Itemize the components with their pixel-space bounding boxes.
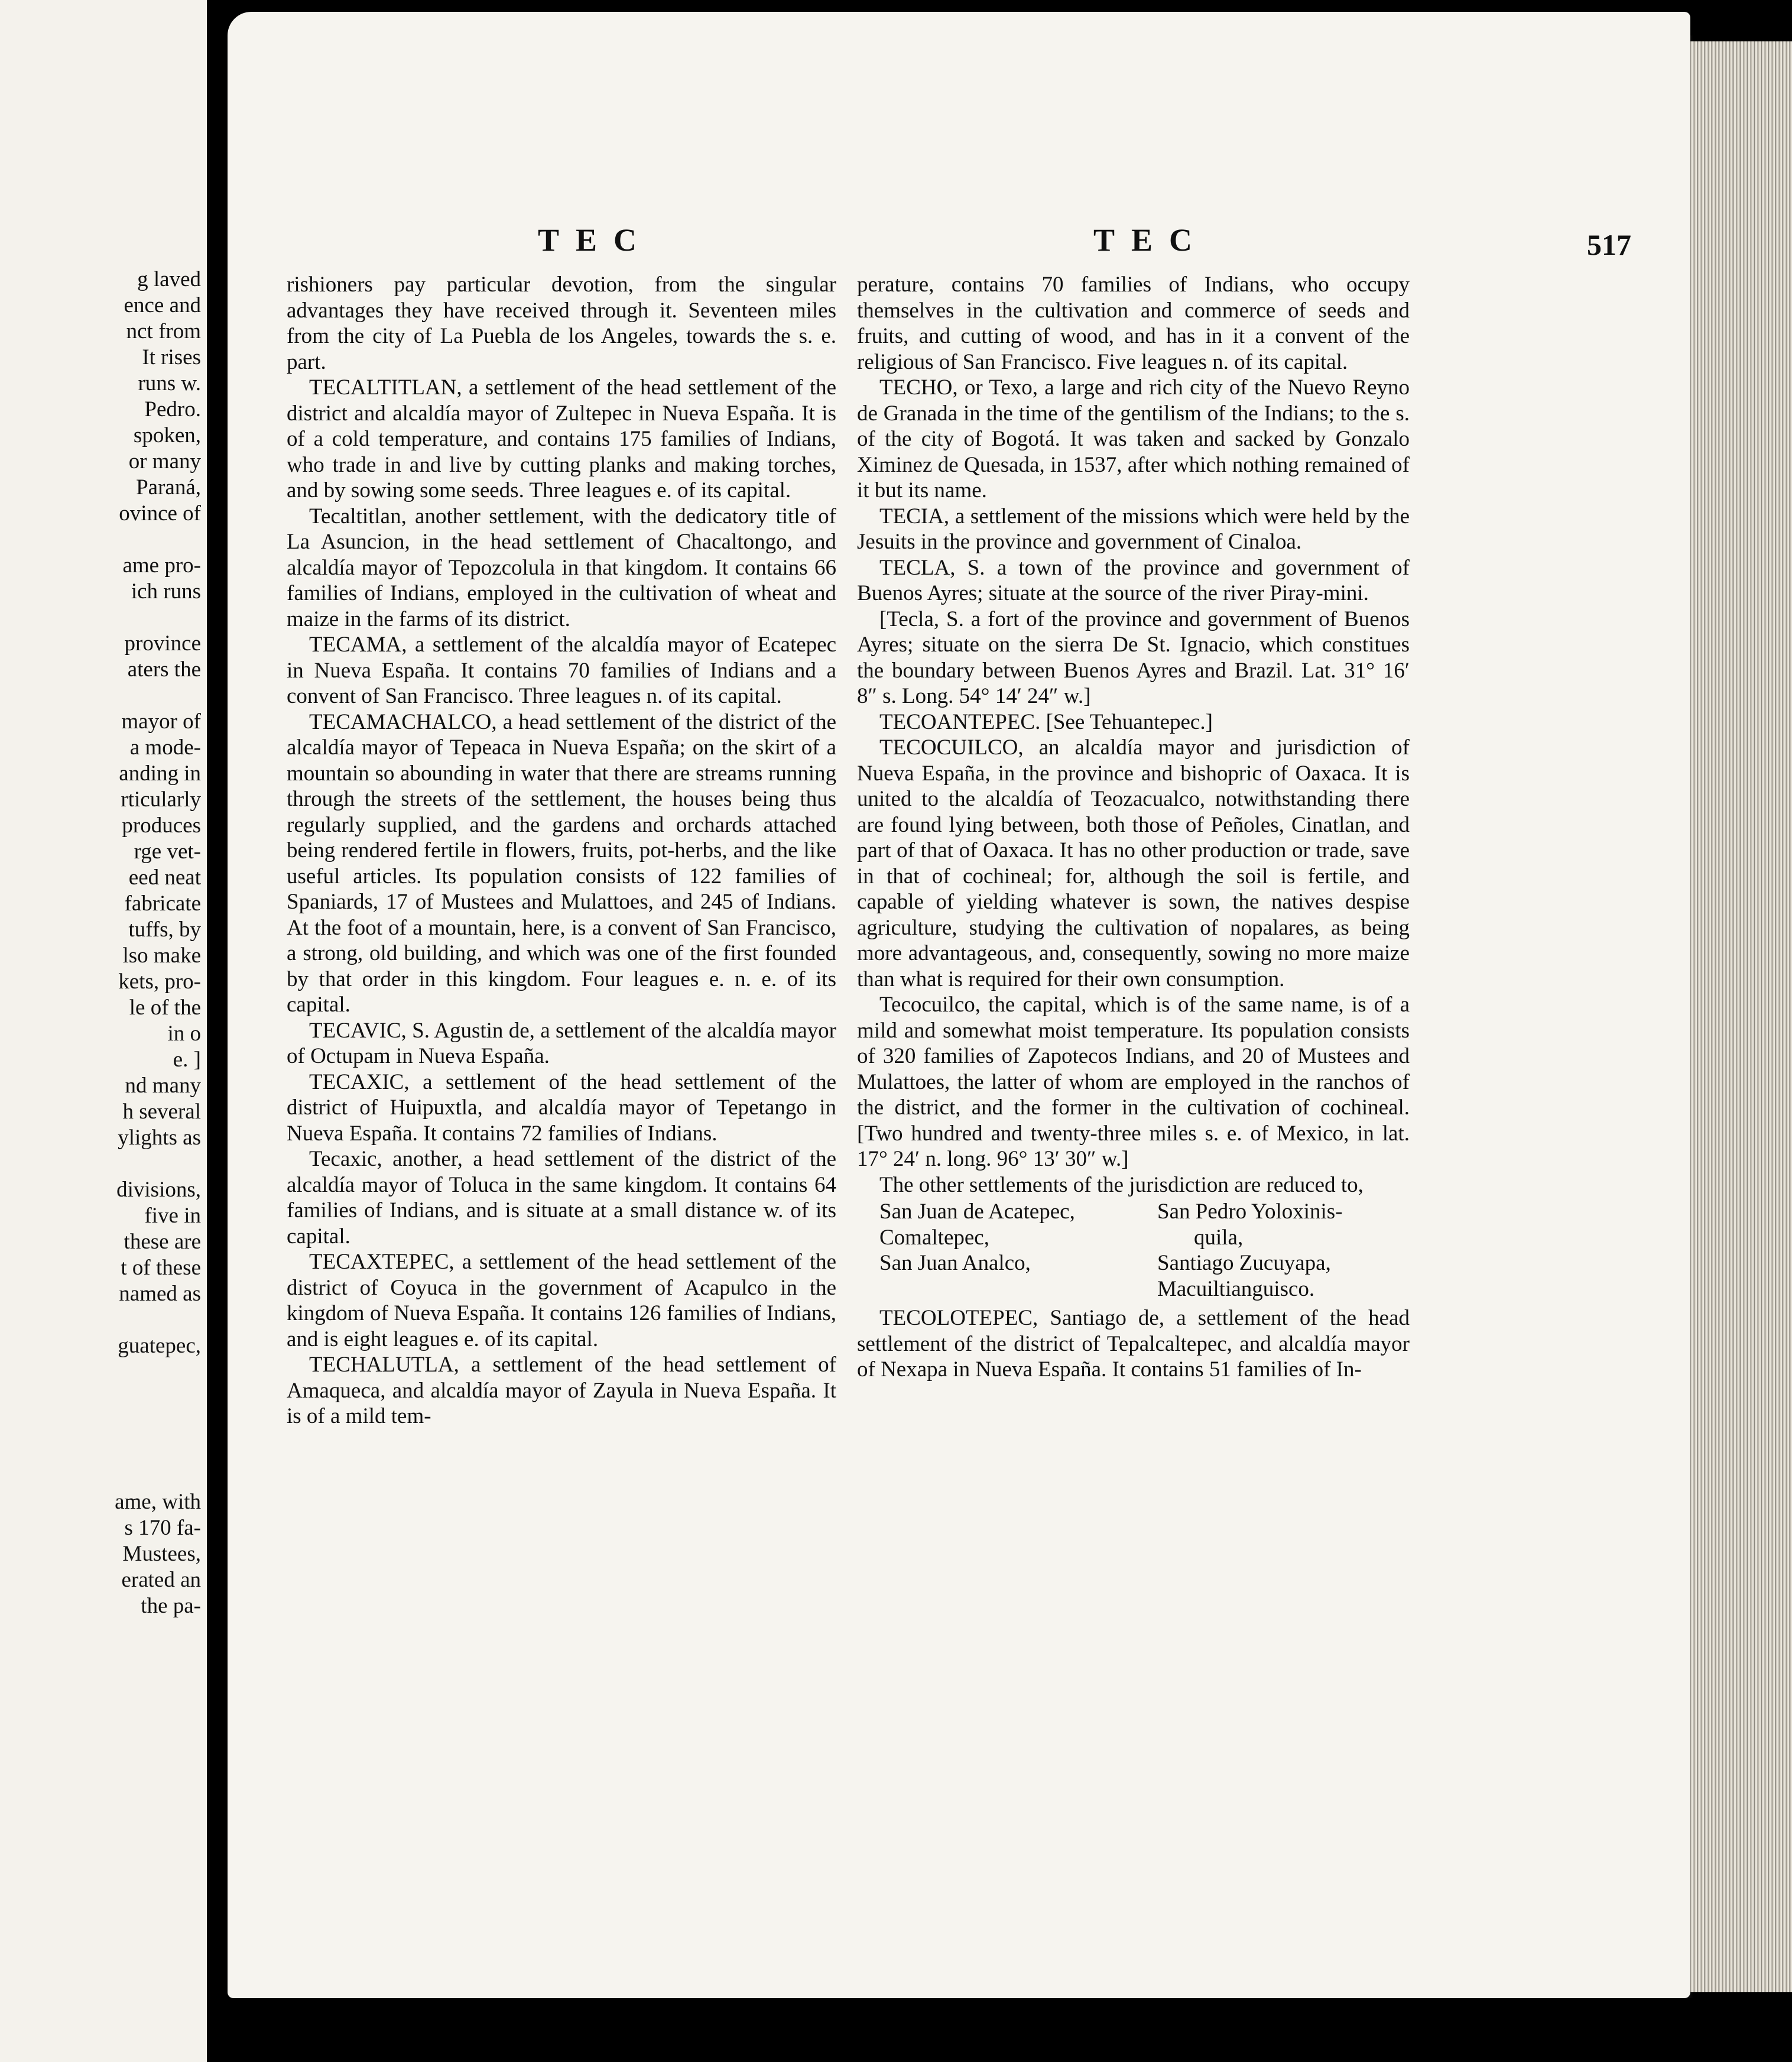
facing-page-line: tuffs, by <box>128 917 201 942</box>
facing-page-line: Paraná, <box>136 475 201 500</box>
facing-page-line: rticularly <box>121 787 201 812</box>
list-item: Santiago Zucuyapa, <box>1157 1251 1331 1275</box>
facing-page-line: spoken, <box>133 423 201 448</box>
facing-page-line: g laved <box>137 267 201 291</box>
entry-tecoantepec: TECOANTEPEC. [See Tehuantepec.] <box>879 709 1213 734</box>
facing-page-line: s 170 fa- <box>124 1516 201 1540</box>
text-column-right <box>857 272 1410 1383</box>
list-item: Macuiltianguisco. <box>1157 1276 1315 1301</box>
facing-page-line: kets, pro- <box>118 970 201 994</box>
facing-page-line: fabricate <box>124 891 201 916</box>
entry-tecaxtepec: TECAXTEPEC, a settlement of the head settlement of the district of Coyuca in the government of Acapulco in the kingdom of Nueva España. It contains 126 families of Indians, and is eight leagues e. of its capital. <box>287 1250 836 1351</box>
text-column-left <box>287 272 836 1429</box>
list-item: San Juan de Acatepec, <box>879 1199 1075 1224</box>
facing-page-fragment <box>0 0 207 2062</box>
facing-page-line: five in <box>144 1204 201 1228</box>
entry-tecaltitlan: TECALTITLAN, a settlement of the head settlement of the district and alcaldía mayor of Zultepec in Nueva España. It is of a cold temperature, and contains 175 families of Indians, who trade in and live by cutting planks and making torches, and by sowing some seeds. Three leagues e. of its capital. <box>287 375 836 502</box>
page-block-edge <box>1684 41 1792 1992</box>
entry-tecia: TECIA, a settlement of the missions which were held by the Jesuits in the province and government of Cinaloa. <box>857 504 1410 554</box>
facing-page-line: ich runs <box>131 579 201 604</box>
facing-page-line: Pedro. <box>144 397 201 422</box>
entry-tecaxic: TECAXIC, a settlement of the head settlement of the district of Huipuxtla, and alcaldía mayor of Tepetango in Nueva España. It contains 72 families of Indians. <box>287 1069 836 1146</box>
facing-page-line: guatepec, <box>118 1334 201 1358</box>
facing-page-line: le of the <box>129 996 201 1020</box>
facing-page-line: a mode- <box>129 735 201 760</box>
list-item: San Pedro Yoloxinis- <box>1157 1199 1343 1224</box>
entry-techalutla: TECHALUTLA, a settlement of the head settlement of Amaqueca, and alcaldía mayor of Zayula in Nueva España. It is of a mild tem- <box>287 1353 836 1428</box>
facing-page-line: eed neat <box>128 865 201 890</box>
entry-tecolotepec: TECOLOTEPEC, Santiago de, a settlement of the head settlement of the district of Tepalcaltepec, and alcaldía mayor of Nexapa in Nueva España. It contains 51 families of In- <box>857 1306 1410 1382</box>
running-head-left: TEC <box>538 222 654 258</box>
facing-page-line: runs w. <box>138 371 201 395</box>
entry-tecavic: TECAVIC, S. Agustin de, a settlement of the alcaldía mayor of Octupam in Nueva España. <box>287 1018 836 1068</box>
settlements-list-right <box>1157 1199 1432 1302</box>
entry-tecla: TECLA, S. a town of the province and government of Buenos Ayres; situate at the source of the river Piray-mini. <box>857 555 1410 605</box>
facing-page-line: or many <box>128 449 201 474</box>
settlements-list <box>879 1199 1410 1302</box>
facing-page-line: anding in <box>119 761 201 786</box>
facing-page-line: rge vet- <box>134 839 201 864</box>
list-item: quila, <box>1194 1225 1244 1250</box>
entry-techo: TECHO, or Texo, a large and rich city of the Nuevo Reyno de Granada in the time of the gentilism of the Indians; to the s. of the city of Bogotá. It was taken and sacked by Gonzalo Ximinez de Quesada, in 1537, after which nothing remained of it but its name. <box>857 375 1410 502</box>
book-page <box>228 12 1690 1998</box>
entry-tecama: TECAMA, a settlement of the alcaldía mayor of Ecatepec in Nueva España. It contains 70 families of Indians and a convent of San Francisco. Three leagues n. of its capital. <box>287 633 836 708</box>
facing-page-line: ylights as <box>118 1126 201 1150</box>
facing-page-line: divisions, <box>116 1178 201 1202</box>
book-gutter <box>207 0 231 2062</box>
paragraph: perature, contains 70 families of Indians, who occupy themselves in the cultivation and commerce of seeds and fruits, and cutting of wood, and has in it a convent of the religious of San Francisco. Five leagues n. of its capital. <box>857 273 1410 374</box>
facing-page-line: province <box>124 631 201 656</box>
paragraph: rishioners pay particular devotion, from the singular advantages they have received through it. Seventeen miles from the city of La Puebla de los Angeles, towards the s. e. part. <box>287 273 836 374</box>
entry-tecocuilco-capital: Tecocuilco, the capital, which is of the same name, is of a mild and somewhat moist temperature. Its population consists of 320 families of Zapotecos Indians, and 20 of Mustees and Mulattoes, the latter of whom are employed in the ranchos of the district, and the former in the cultivation of cochineal. [Two hundred and twenty-three miles s. e. of Mexico, in lat. 17° 24′ n. long. 96° 13′ 30″ w.] <box>857 993 1410 1171</box>
settlements-intro: The other settlements of the jurisdiction are reduced to, <box>879 1172 1364 1197</box>
facing-page-line: It rises <box>142 345 201 369</box>
facing-page-line: mayor of <box>121 709 201 734</box>
facing-page-line: ame pro- <box>122 553 201 578</box>
list-item: San Juan Analco, <box>879 1251 1031 1275</box>
facing-page-line: the pa- <box>141 1594 201 1618</box>
entry-tecla-fort: [Tecla, S. a fort of the province and government of Buenos Ayres; situate on the sierra De St. Ignacio, which constitues the boundary between Buenos Ayres and Brazil. Lat. 31° 16′ 8″ s. Long. 54° 14′ 24″ w.] <box>857 607 1410 708</box>
entry-tecaltitlan-2: Tecaltitlan, another settlement, with the dedicatory title of La Asuncion, in the head settlement of Chacaltongo, and alcaldía mayor of Tepozcolula in that kingdom. It contains 66 families of Indians, employed in the cultivation of wheat and maize in the farms of its district. <box>287 504 836 631</box>
facing-page-line: Mustees, <box>122 1542 201 1566</box>
facing-page-line: erated an <box>121 1568 201 1592</box>
facing-page-line: produces <box>122 813 201 838</box>
facing-page-line: nd many <box>125 1074 201 1098</box>
facing-page-line: e. ] <box>173 1048 201 1072</box>
facing-page-line: in o <box>167 1022 201 1046</box>
facing-page-line: ame, with <box>115 1490 201 1514</box>
facing-page-line: lso make <box>122 944 201 968</box>
page-number: 517 <box>1587 228 1631 261</box>
facing-page-line: ovince of <box>119 501 201 526</box>
entry-tecocuilco: TECOCUILCO, an alcaldía mayor and jurisdiction of Nueva España, in the province and bishopric of Oaxaca. It is united to the alcaldía of Teozacualco, notwithstanding there are found lying between, both those of Peñoles, Cinatlan, and part of that of Oaxaca. It has no other production or trade, save in that of cochineal; for, although the soil is fertile, and capable of yielding whatever is sown, the natives despise agriculture, studying the cultivation of nopalares, as being more advantageous, and, consequently, sowing no more maize than what is required for their own consumption. <box>857 735 1410 991</box>
facing-page-line: h several <box>122 1100 201 1124</box>
running-head-right: TEC <box>1093 222 1209 258</box>
facing-page-line: t of these <box>121 1256 201 1280</box>
facing-page-line: nct from <box>126 319 201 343</box>
list-item: Comaltepec, <box>879 1225 989 1250</box>
entry-tecamachalco: TECAMACHALCO, a head settlement of the district of the alcaldía mayor of Tepeaca in Nueva España; on the skirt of a mountain so abounding in water that there are streams running through the streets of the settlement, the houses being thus regularly supplied, and the gardens and orchards attached being rendered fertile in flowers, fruits, pot-herbs, and the like useful articles. Its population consists of 122 families of Spaniards, 17 of Mustees and Mulattoes, and 245 of Indians. At the foot of a mountain, here, is a convent of San Francisco, a strong, old building, and which was one of the first founded by that order in this kingdom. Four leagues e. n. e. of its capital. <box>287 709 836 1017</box>
entry-tecaxic-2: Tecaxic, another, a head settlement of the district of the alcaldía mayor of Toluca in the same kingdom. It contains 64 families of Indians, and is situate at a small distance w. of its capital. <box>287 1147 836 1249</box>
facing-page-line: ence and <box>124 293 201 317</box>
facing-page-line: named as <box>119 1282 201 1306</box>
settlements-list-left <box>879 1199 1157 1302</box>
facing-page-line: aters the <box>127 657 201 682</box>
facing-page-line: these are <box>124 1230 201 1254</box>
